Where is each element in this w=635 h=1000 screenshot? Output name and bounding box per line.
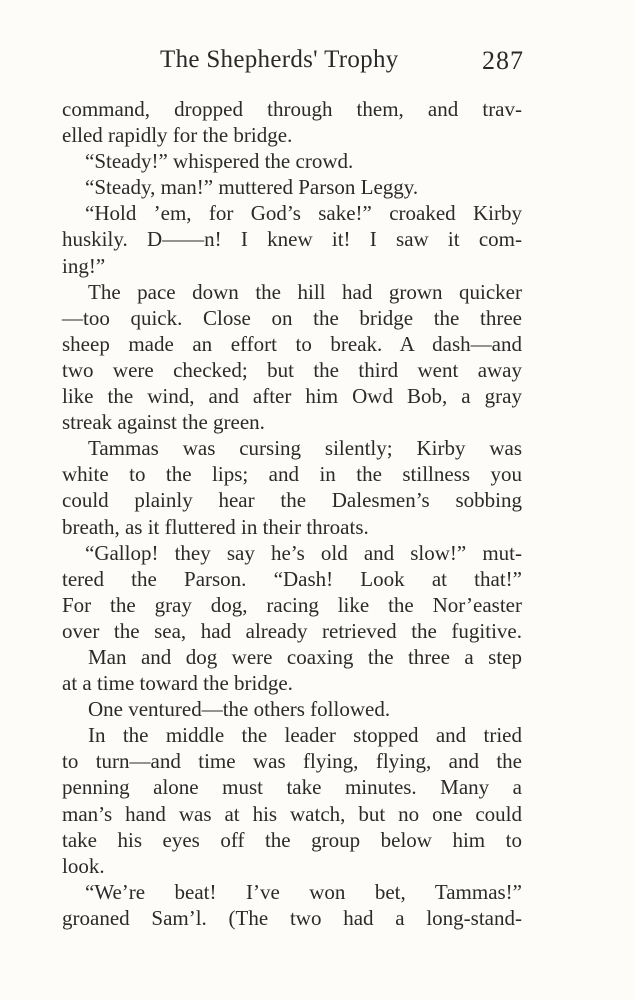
- text-line: could plainly hear the Dalesmen’s sobbing: [62, 488, 522, 513]
- body-text: [62, 96, 522, 931]
- text-line: two were checked; but the third went away: [62, 357, 522, 382]
- text-line: Tammas was cursing silently; Kirby was: [88, 436, 522, 461]
- text-line: For the gray dog, racing like the Nor’easter: [62, 592, 522, 617]
- text-line: “Hold ’em, for God’s sake!” croaked Kirby: [85, 201, 522, 226]
- text-line: look.: [62, 853, 105, 878]
- text-line: over the sea, had already retrieved the fugitive.: [62, 618, 522, 643]
- text-line: groaned Sam’l. (The two had a long-stand-: [62, 905, 522, 930]
- text-line: The pace down the hill had grown quicker: [88, 279, 522, 304]
- text-line: command, dropped through them, and trav-: [62, 97, 522, 121]
- running-title: The Shepherds' Trophy: [160, 46, 399, 73]
- text-line: In the middle the leader stopped and tried: [88, 723, 522, 748]
- text-line: man’s hand was at his watch, but no one could: [62, 801, 522, 826]
- text-line: penning alone must take minutes. Many a: [62, 775, 522, 800]
- text-line: tered the Parson. “Dash! Look at that!”: [62, 566, 522, 591]
- text-line: ing!”: [62, 253, 106, 278]
- text-line: take his eyes off the group below him to: [62, 827, 522, 852]
- text-line: One ventured—the others followed.: [88, 697, 391, 722]
- text-line: breath, as it fluttered in their throats.: [62, 514, 369, 539]
- text-line: “We’re beat! I’ve won bet, Tammas!”: [85, 879, 522, 904]
- text-line: “Steady!” whispered the crowd.: [85, 149, 354, 174]
- text-line: “Gallop! they say he’s old and slow!” mut-: [85, 540, 522, 565]
- text-line: to turn—and time was flying, flying, and the: [62, 749, 522, 774]
- text-line: streak against the green.: [62, 410, 265, 435]
- text-line: white to the lips; and in the stillness you: [62, 462, 522, 487]
- text-line: elled rapidly for the bridge.: [62, 123, 293, 148]
- page-number: 287: [482, 46, 524, 75]
- text-line: at a time toward the bridge.: [62, 671, 293, 696]
- running-head: [62, 46, 524, 82]
- text-line: Man and dog were coaxing the three a step: [88, 644, 522, 669]
- text-line: “Steady, man!” muttered Parson Leggy.: [85, 175, 419, 200]
- text-line: huskily. D——n! I knew it! I saw it com-: [62, 227, 522, 252]
- text-line: sheep made an effort to break. A dash—and: [62, 331, 522, 356]
- text-line: like the wind, and after him Owd Bob, a gray: [62, 384, 522, 409]
- text-line: —too quick. Close on the bridge the three: [62, 305, 522, 330]
